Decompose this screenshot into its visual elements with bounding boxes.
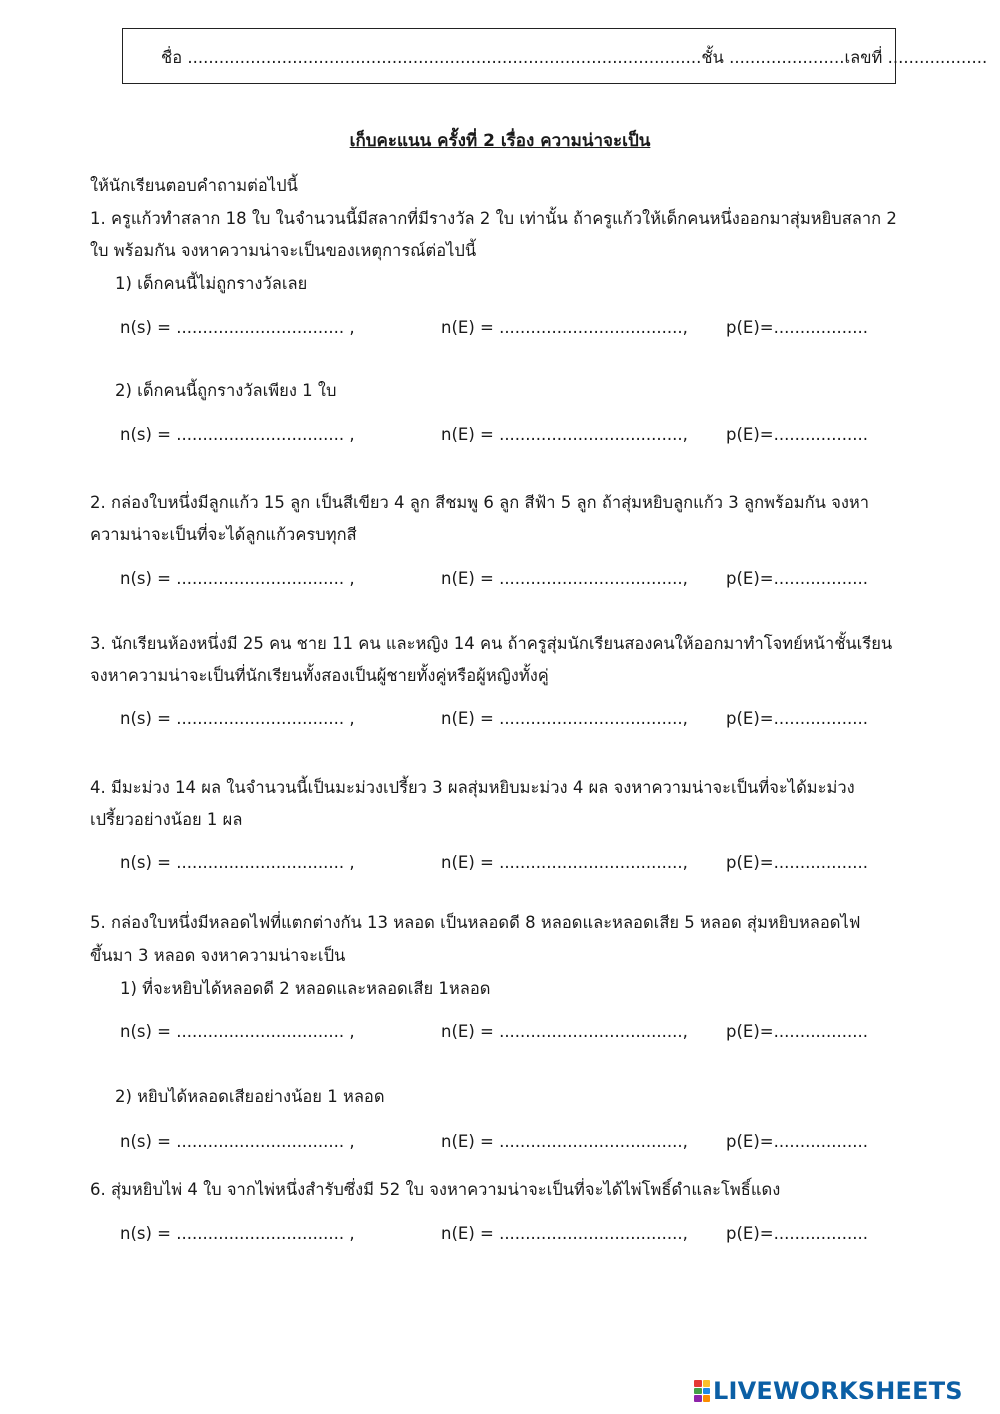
q4-text-line1: 4. มีมะม่วง 14 ผล ในจำนวนนี้เป็นมะม่วงเปรี้ยว 3 ผลสุ่มหยิบมะม่วง 4 ผล จงหาความน่าจะเป็นที่จะได้มะม่วง: [90, 778, 855, 797]
ne-answer-field[interactable]: n(E) = ...................................,: [441, 853, 688, 872]
logo-block: [703, 1388, 711, 1395]
pe-answer-field[interactable]: p(E)=..................: [726, 425, 869, 444]
pe-answer-field[interactable]: p(E)=..................: [726, 1132, 869, 1151]
q1-sub2: 2) เด็กคนนี้ถูกรางวัลเพียง 1 ใบ: [115, 381, 337, 400]
ns-answer-field[interactable]: n(s) = ................................ ,: [120, 1224, 355, 1243]
ne-answer-field[interactable]: n(E) = ...................................,: [441, 1022, 688, 1041]
q1-sub1: 1) เด็กคนนี้ไม่ถูกรางวัลเลย: [115, 274, 308, 293]
logo-block: [703, 1380, 711, 1387]
q3-text-line1: 3. นักเรียนห้องหนึ่งมี 25 คน ชาย 11 คน และหญิง 14 คน ถ้าครูสุ่มนักเรียนสองคนให้ออกมาทำโจทย์หน้าชั้นเรียน: [90, 634, 893, 653]
ns-answer-field[interactable]: n(s) = ................................ ,: [120, 709, 355, 728]
liveworksheets-logo: [694, 1377, 963, 1405]
pe-answer-field[interactable]: p(E)=..................: [726, 318, 869, 337]
q2-text-line1: 2. กล่องใบหนึ่งมีลูกแก้ว 15 ลูก เป็นสีเขียว 4 ลูก สีชมพู 6 ลูก สีฟ้า 5 ลูก ถ้าสุ่มหยิบลูกแก้ว 3 ลูกพร้อมกัน จงหา: [90, 493, 870, 512]
ne-answer-field[interactable]: n(E) = ...................................,: [441, 1132, 688, 1151]
ns-answer-field[interactable]: n(s) = ................................ ,: [120, 1132, 355, 1151]
student-info-box: [122, 28, 988, 84]
logo-block: [694, 1395, 702, 1402]
pe-answer-field[interactable]: p(E)=..................: [726, 569, 869, 588]
liveworksheets-logo-text: LIVEWORKSHEETS: [713, 1377, 963, 1405]
q5-text-line1: 5. กล่องใบหนึ่งมีหลอดไฟที่แตกต่างกัน 13 หลอด เป็นหลอดดี 8 หลอดและหลอดเสีย 5 หลอด สุ่มหยิบหลอดไฟ: [90, 913, 861, 932]
ns-answer-field[interactable]: n(s) = ................................ ,: [120, 853, 355, 872]
pe-answer-field[interactable]: p(E)=..................: [726, 1224, 869, 1243]
ns-answer-field[interactable]: n(s) = ................................ ,: [120, 425, 355, 444]
liveworksheets-logo-icon: [694, 1380, 710, 1402]
q3-text-line2: จงหาความน่าจะเป็นที่นักเรียนทั้งสองเป็นผู้ชายทั้งคู่หรือผู้หญิงทั้งคู่: [90, 666, 549, 685]
pe-answer-field[interactable]: p(E)=..................: [726, 853, 869, 872]
ne-answer-field[interactable]: n(E) = ...................................,: [441, 425, 688, 444]
q6-text-line1: 6. สุ่มหยิบไพ่ 4 ใบ จากไพ่หนึ่งสำรับซึ่งมี 52 ใบ จงหาความน่าจะเป็นที่จะได้ไพ่โพธิ์ดำและโพธิ์แดง: [90, 1180, 781, 1199]
logo-block: [694, 1380, 702, 1387]
ns-answer-field[interactable]: n(s) = ................................ ,: [120, 1022, 355, 1041]
q1-text-line1: 1. ครูแก้วทำสลาก 18 ใบ ในจำนวนนี้มีสลากที่มีรางวัล 2 ใบ เท่านั้น ถ้าครูแก้วให้เด็กคนหนึ่งออกมาสุ่มหยิบสลาก 2: [90, 209, 897, 228]
q5-text-line2: ขึ้นมา 3 หลอด จงหาความน่าจะเป็น: [90, 946, 346, 965]
q5-sub2: 2) หยิบได้หลอดเสียอย่างน้อย 1 หลอด: [115, 1087, 385, 1106]
pe-answer-field[interactable]: p(E)=..................: [726, 1022, 869, 1041]
ne-answer-field[interactable]: n(E) = ...................................,: [441, 709, 688, 728]
q5-sub1: 1) ที่จะหยิบได้หลอดดี 2 หลอดและหลอดเสีย 1หลอด: [120, 979, 491, 998]
ne-answer-field[interactable]: n(E) = ...................................,: [441, 1224, 688, 1243]
logo-block: [703, 1395, 711, 1402]
worksheet-title: เก็บคะแนน ครั้งที่ 2 เรื่อง ความน่าจะเป็น: [349, 131, 651, 151]
ns-answer-field[interactable]: n(s) = ................................ ,: [120, 318, 355, 337]
ne-answer-field[interactable]: n(E) = ...................................,: [441, 318, 688, 337]
pe-answer-field[interactable]: p(E)=..................: [726, 709, 869, 728]
logo-block: [694, 1388, 702, 1395]
ne-answer-field[interactable]: n(E) = ...................................,: [441, 569, 688, 588]
name-class-number-field[interactable]: ชื่อ ..................................................................................................ชั้น ......................เลขที่ ...................: [161, 48, 988, 67]
q2-text-line2: ความน่าจะเป็นที่จะได้ลูกแก้วครบทุกสี: [90, 525, 357, 544]
ns-answer-field[interactable]: n(s) = ................................ ,: [120, 569, 355, 588]
q4-text-line2: เปรี้ยวอย่างน้อย 1 ผล: [90, 810, 243, 829]
instruction: ให้นักเรียนตอบคำถามต่อไปนี้: [90, 176, 298, 195]
q1-text-line2: ใบ พร้อมกัน จงหาความน่าจะเป็นของเหตุการณ์ต่อไปนี้: [90, 241, 477, 260]
